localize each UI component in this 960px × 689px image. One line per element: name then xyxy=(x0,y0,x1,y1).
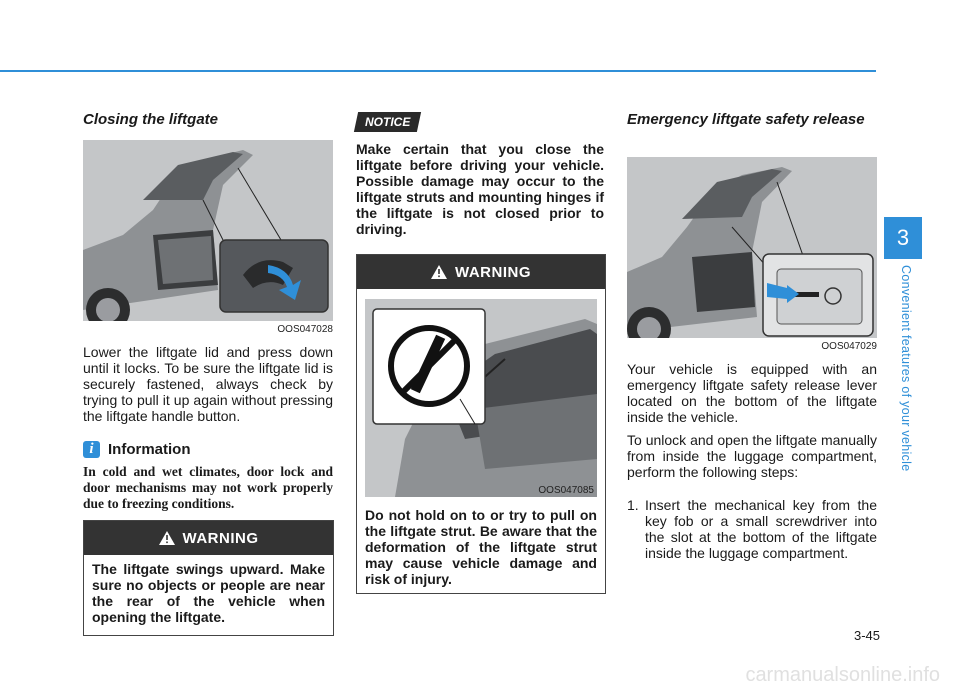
release-steps-list xyxy=(627,497,877,561)
figure-closing-liftgate xyxy=(83,140,333,321)
warning-title: WARNING xyxy=(455,263,531,281)
notice-text: Make certain that you close the liftgate before driving your vehicle. Possible damage may occur to the liftgate struts and mounting hinges if the liftgate is not closed prior to driving. xyxy=(356,141,604,237)
watermark: carmanualsonline.info xyxy=(745,664,940,686)
info-icon: i xyxy=(83,441,100,458)
figure-caption: OOS047029 xyxy=(821,341,877,352)
emergency-release-para2: To unlock and open the liftgate manually from inside the luggage compartment, perform the following steps: xyxy=(627,432,877,480)
chapter-title: Convenient features of your vehicle xyxy=(899,265,913,472)
step-text: Insert the mechanical key from the key fob or a small screwdriver into the slot at the bottom of the liftgate inside the luggage compartment. xyxy=(645,497,877,561)
section-heading-emergency-release: Emergency liftgate safety release xyxy=(627,111,865,128)
figure-caption: OOS047085 xyxy=(538,485,594,496)
information-text: In cold and wet climates, door lock and door mechanisms may not work properly due to freezing conditions. xyxy=(83,464,333,511)
figure-caption: OOS047028 xyxy=(277,324,333,335)
step-number: 1. xyxy=(627,497,639,513)
warning-title: WARNING xyxy=(182,529,259,547)
header-rule xyxy=(0,70,876,72)
warning-box-liftgate-swing xyxy=(83,520,334,636)
warning-triangle-icon xyxy=(431,265,447,279)
warning-text: The liftgate swings upward. Make sure no objects or people are near the rear of the vehicle when opening the liftgate. xyxy=(92,561,325,625)
notice-label: NOTICE xyxy=(365,115,411,129)
page-number: 3-45 xyxy=(853,628,880,643)
list-item xyxy=(627,497,877,561)
section-heading-closing-liftgate: Closing the liftgate xyxy=(83,111,218,128)
information-header xyxy=(83,441,191,458)
information-label: Information xyxy=(108,441,191,458)
car-rear-illustration xyxy=(83,140,333,321)
car-rear-release-illustration xyxy=(627,157,877,338)
warning-bar xyxy=(357,255,605,289)
chapter-tab xyxy=(884,217,922,259)
warning-bar xyxy=(84,521,333,555)
warning-triangle-icon xyxy=(159,531,175,545)
warning-text: Do not hold on to or try to pull on the liftgate strut. Be aware that the deformation of the liftgate strut may cause vehicle damage and risk of injury. xyxy=(365,507,597,587)
closing-liftgate-body: Lower the liftgate lid and press down until it locks. To be sure the liftgate lid is securely fastened, always check by trying to pull it up again without pressing the liftgate handle button. xyxy=(83,344,333,424)
figure-liftgate-strut xyxy=(365,299,597,497)
strut-illustration xyxy=(365,299,597,497)
figure-emergency-release xyxy=(627,157,877,338)
notice-badge xyxy=(356,112,419,132)
chapter-number: 3 xyxy=(896,225,910,250)
emergency-release-para1: Your vehicle is equipped with an emergency liftgate safety release lever located on the bottom of the liftgate inside the vehicle. xyxy=(627,361,877,425)
warning-box-liftgate-strut xyxy=(356,254,606,594)
